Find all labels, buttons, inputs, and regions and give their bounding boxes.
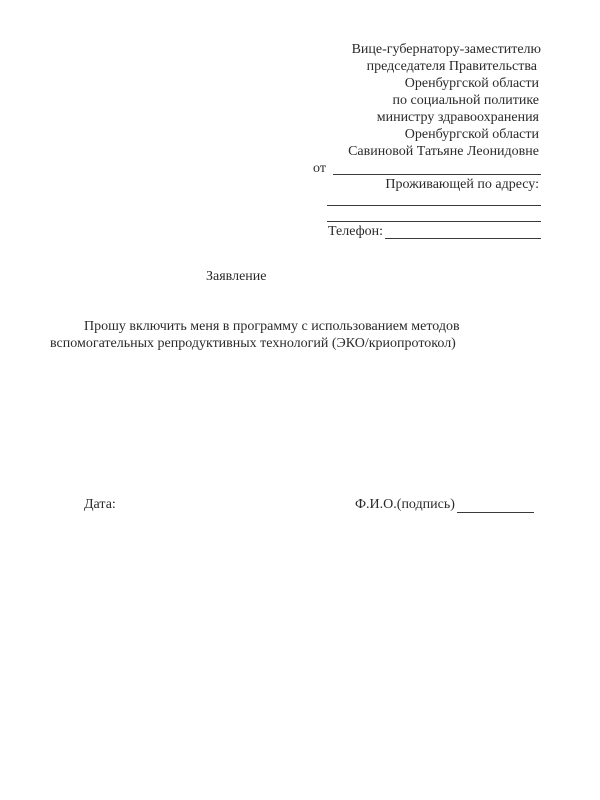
addressee-line: Оренбургской области (404, 76, 539, 91)
address-field-line-2[interactable] (327, 221, 541, 222)
from-field-line[interactable] (333, 174, 541, 175)
body-text-line-1: Прошу включить меня в программу с использованием методов (84, 319, 460, 334)
from-label: от (313, 161, 326, 176)
addressee-line: председателя Правительства (366, 59, 537, 74)
address-label: Проживающей по адресу: (385, 177, 539, 192)
address-field-line-1[interactable] (327, 205, 541, 206)
document-title: Заявление (206, 269, 267, 284)
body-text-line-2: вспомогательных репродуктивных технологий (ЭКО/криопротокол) (50, 336, 456, 351)
date-label: Дата: (84, 497, 116, 512)
addressee-line: Савиновой Татьяне Леонидовне (348, 144, 539, 159)
phone-label: Телефон: (328, 224, 384, 239)
signature-field-line[interactable] (457, 512, 534, 513)
signature-label: Ф.И.О.(подпись) (355, 497, 455, 512)
addressee-line: Оренбургской области (404, 127, 539, 142)
addressee-line: по социальной политике (392, 93, 539, 108)
phone-field-line[interactable] (385, 238, 541, 239)
addressee-line: Вице-губернатору-заместителю (351, 42, 541, 57)
addressee-line: министру здравоохранения (376, 110, 539, 125)
